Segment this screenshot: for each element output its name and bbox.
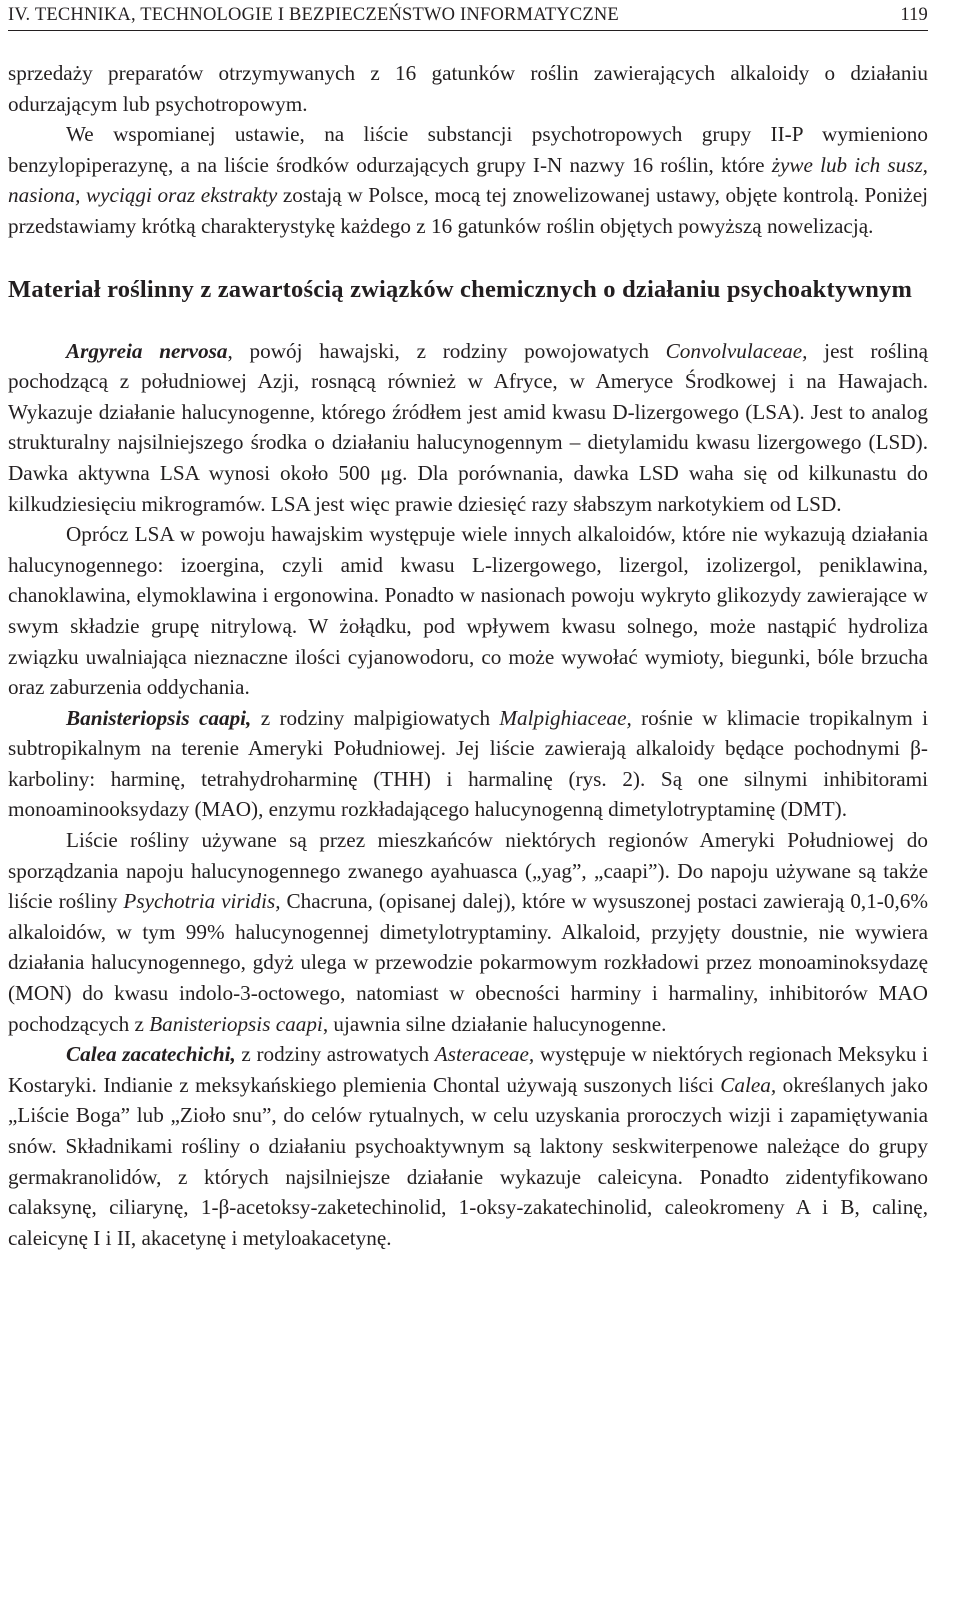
- text-run: zostają w Polsce, mocą tej znowelizowanej ustawy, objęte kontrolą. Poniżej przedstawiamy krótką charakterystykę każdego z 16 gatunków roślin objętych powyższą nowelizacją.: [8, 183, 928, 238]
- text-run: rośnie w klimacie tropikalnym i subtropikalnym na terenie Ameryki Południowej. Jej liście zawierają alkaloidy będące pochodnymi β-karboliny: harminę, tetrahydroharminę (THH) i harmalinę (rys. 2). Są one silnymi inhibitorami monoaminooksydazy (MAO), enzymu rozkładającego halucynogenną dimetylotryptaminę (DMT).: [8, 705, 929, 822]
- text-run: , ujawnia silne działanie halucynogenne.: [322, 1011, 667, 1036]
- paragraph-banisteriopsis: [8, 703, 928, 825]
- page-body: [8, 58, 928, 1253]
- paragraph-law-amendment: [8, 119, 928, 241]
- text-run: określanych jako „Liście Boga” lub „Zioło snu”, do celów rytualnych, w celu uzyskania proroczych wizji i zapamiętywania snów. Składnikami rośliny o działaniu psychoaktywnym są laktony seskwiterpenowe należące do grupy germakranolidów, z których najsilniejsze działanie wykazuje caleicyna. Ponadto zidentyfikowano calaksynę, ciliarynę, 1-β-acetoksy-zaketechinolid, 1-oksy-zakatechinolid, caleokromeny A i B, calinę, caleicynę I i II, akacetynę i metyloakacetynę.: [8, 1072, 928, 1250]
- text-run: występuje w niektórych regionach Meksyku i Kostaryki. Indianie z meksykańskiego plemienia Chontal używają suszonych liści: [8, 1042, 928, 1097]
- text-run: , powój hawajski, z rodziny powojowatych: [227, 338, 666, 363]
- text-run: We wspomianej ustawie, na liście substancji psychotropowych grupy II-P wymieniono benzylopiperazynę, a na liście środków odurzających grupy I-N nazwy 16 roślin, które: [8, 122, 928, 177]
- italic-run: Calea,: [720, 1072, 777, 1097]
- paragraph-ayahuasca: [8, 825, 928, 1039]
- italic-run: żywe lub ich susz, nasiona, wyciągi oraz ekstrakty: [8, 152, 928, 208]
- family-name: Malpighiaceae,: [499, 705, 632, 730]
- family-name: Asteraceae,: [434, 1042, 535, 1067]
- text-run: Liście rośliny używane są przez mieszkańców niektórych regionów Ameryki Południowej do sporządzania napoju halucynogennego zwanego ayahuasca („yag”, „caapi”). Do napoju używane są także liście rośliny: [8, 828, 928, 914]
- paragraph-text: sprzedaży preparatów otrzymywanych z 16 gatunków roślin zawierających alkaloidy o działaniu odurzającym lub psychotropowym.: [8, 61, 928, 116]
- text-run: Chacruna, (opisanej dalej), które w wysuszonej postaci zawierają 0,1-0,6% alkaloidów, w tym 99% halucynogennej dimetylotryptaminy. Alkaloid, przyjęty doustnie, nie wywiera działania halucynogennego, gdyż ulega w przewodzie pokarmowym rozkładowi przez monoaminoksydazę (MON) do kwasu indolo-3-octowego, natomiast w obecności harminy i harmaliny, inhibitorów MAO pochodzących z: [8, 889, 928, 1036]
- section-heading: Materiał roślinny z zawartością związków chemicznych o działaniu psychoaktywnym: [8, 275, 913, 303]
- paragraph-lsa-alkaloids: [8, 519, 928, 703]
- text-run: jest rośliną pochodzącą z południowej Azji, rosnącą również w Afryce, w Ameryce Środkowej i na Hawajach. Wykazuje działanie halucynogenne, którego źródłem jest amid kwasu D-lizergowego (LSA). Jest to analog strukturalny najsilniejszego środka o działaniu halucynogennym – dietylamidu kwasu lizergowego (LSD). Dawka aktywna LSA wynosi około 500 μg. Dla porównania, dawka LSD waha się od kilkunastu do kilkudziesięciu mikrogramów. LSA jest więc prawie dziesięć razy słabszym narkotykiem od LSD.: [8, 338, 929, 516]
- paragraph-text: Oprócz LSA w powoju hawajskim występuje wiele innych alkaloidów, które nie wykazują działania halucynogennego: izoergina, czyli amid kwasu L-lizergowego, lizergol, izolizergol, peniklawina, chanoklawina, elymoklawina i ergonowina. Ponadto w nasionach powoju wykryto glikozydy zawierające w swym składzie grupę nitrylową. W żołądku, pod wpływem kwasu solnego, może nastąpić hydroliza związku uwalniająca nieznaczne ilości cyjanowodoru, co może wywołać wymioty, biegunki, bóle brzucha oraz zaburzenia oddychania.: [8, 522, 928, 700]
- paragraph-calea: [8, 1039, 928, 1253]
- paragraph-argyreia: [8, 336, 928, 520]
- text-run: z rodziny malpigiowatych: [251, 705, 500, 730]
- family-name: Convolvulaceae,: [665, 338, 808, 363]
- italic-run: Psychotria viridis,: [123, 889, 281, 914]
- text-run: z rodziny astrowatych: [235, 1042, 435, 1067]
- paragraph-continuation: [8, 58, 928, 119]
- running-header: [8, 0, 928, 31]
- species-name: Argyreia nervosa: [66, 338, 228, 363]
- page-number: 119: [900, 4, 928, 25]
- italic-run: Banisteriopsis caapi: [149, 1011, 323, 1036]
- chapter-title: IV. TECHNIKA, TECHNOLOGIE I BEZPIECZEŃSTWO INFORMATYCZNE: [8, 4, 619, 25]
- species-name: Banisteriopsis caapi,: [66, 705, 252, 730]
- species-name: Calea zacatechichi,: [66, 1042, 236, 1067]
